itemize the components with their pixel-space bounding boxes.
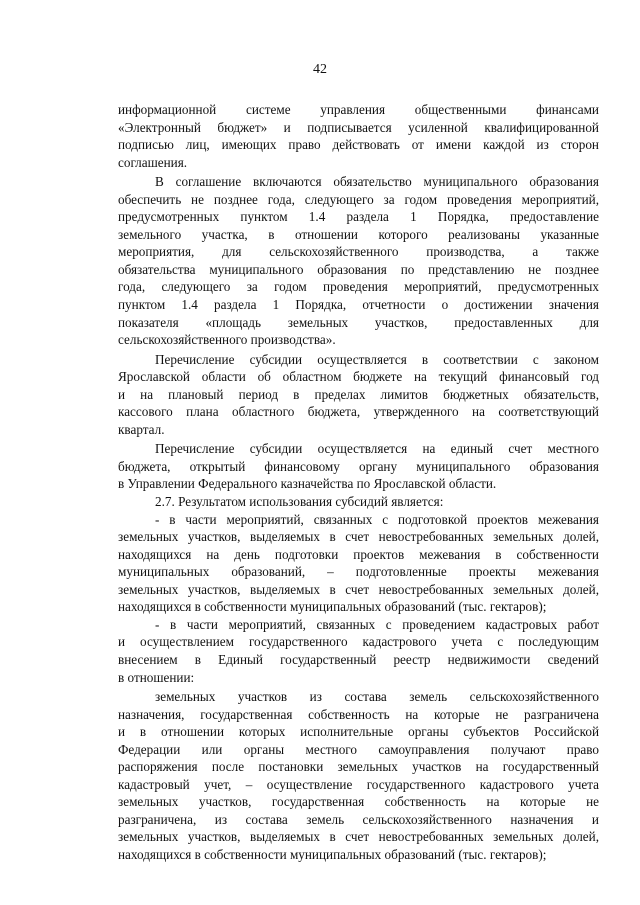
text-line: земельных участков, государственная собственность на которые не (118, 794, 599, 810)
text-line: находящихся на день подготовки проектов межевания в собственности (118, 546, 599, 562)
document-body (118, 101, 599, 864)
text-line: Перечисление субсидии осуществляется в соответствии с законом (155, 351, 599, 367)
text-line: сельскохозяйственного производства». (118, 332, 336, 348)
text-line: - в части мероприятий, связанных с проведением кадастровых работ (155, 616, 599, 632)
text-line: находящихся в собственности муниципальных образований (тыс. гектаров); (118, 599, 547, 615)
text-line: 2.7. Результатом использования субсидий является: (155, 494, 444, 510)
text-line: земельного участка, в отношении которого реализованы указанные (118, 226, 599, 242)
text-line: распоряжения после постановки земельных участков на государственный (118, 759, 599, 775)
text-line: квартал. (118, 421, 165, 437)
text-line: разграничена, из состава земель сельскохозяйственного назначения и (118, 811, 599, 827)
text-line: в отношении: (118, 669, 195, 685)
text-line: кадастровый учет, – осуществление государственного кадастрового учета (118, 776, 599, 792)
text-line: и на плановый период в пределах лимитов бюджетных обязательств, (118, 386, 599, 402)
text-line: показателя «площадь земельных участков, предоставленных для (118, 314, 599, 330)
text-line: года, следующего за годом проведения мероприятий, предусмотренных (118, 279, 599, 295)
text-line: назначения, государственная собственность на которые не разграничена (118, 706, 599, 722)
text-line: внесением в Единый государственный реестр недвижимости сведений (118, 651, 599, 667)
text-line: земельных участков из состава земель сельскохозяйственного (155, 689, 599, 705)
text-line: Перечисление субсидии осуществляется на единый счет местного (155, 441, 599, 457)
text-line: земельных участков, выделяемых в счет невостребованных земельных долей, (118, 529, 599, 545)
text-line: и в отношении которых исполнительные органы субъектов Российской (118, 724, 599, 740)
text-line: «Электронный бюджет» и подписывается усиленной квалифицированной (118, 119, 599, 135)
text-line: и осуществлением государственного кадастрового учета с последующим (118, 634, 599, 650)
text-line: земельных участков, выделяемых в счет невостребованных земельных долей, (118, 829, 599, 845)
text-line: обеспечить не позднее года, следующего за годом проведения мероприятий, (118, 191, 599, 207)
text-line: - в части мероприятий, связанных с подготовкой проектов межевания (155, 511, 599, 527)
text-line: обязательства муниципального образования по представлению не позднее (118, 261, 599, 277)
text-line: предусмотренных пунктом 1.4 раздела 1 Порядка, предоставление (118, 209, 599, 225)
text-line: соглашения. (118, 154, 188, 170)
text-line: муниципальных образований, – подготовленные проекты межевания (118, 564, 599, 580)
text-line: находящихся в собственности муниципальных образований (тыс. гектаров); (118, 846, 547, 862)
page-number: 42 (313, 62, 327, 77)
text-line: Федерации или органы местного самоуправления получают право (118, 741, 599, 757)
text-line: кассового плана областного бюджета, утвержденного на соответствующий (118, 404, 599, 420)
text-line: подписью лиц, имеющих право действовать от имени каждой из сторон (118, 137, 599, 153)
text-line: В соглашение включаются обязательство муниципального образования (155, 174, 599, 190)
text-line: в Управлении Федерального казначейства по Ярославской области. (118, 476, 497, 492)
text-line: бюджета, открытый финансовому органу муниципального образования (118, 458, 599, 474)
text-line: земельных участков, выделяемых в счет невостребованных земельных долей, (118, 581, 599, 597)
text-line: информационной системе управления общественными финансами (118, 102, 599, 117)
text-line: мероприятия, для сельскохозяйственного производства, а также (118, 244, 599, 260)
text-line: пунктом 1.4 раздела 1 Порядка, отчетности о достижении значения (118, 297, 599, 313)
text-line: Ярославской области об областном бюджете на текущий финансовый год (118, 369, 599, 385)
